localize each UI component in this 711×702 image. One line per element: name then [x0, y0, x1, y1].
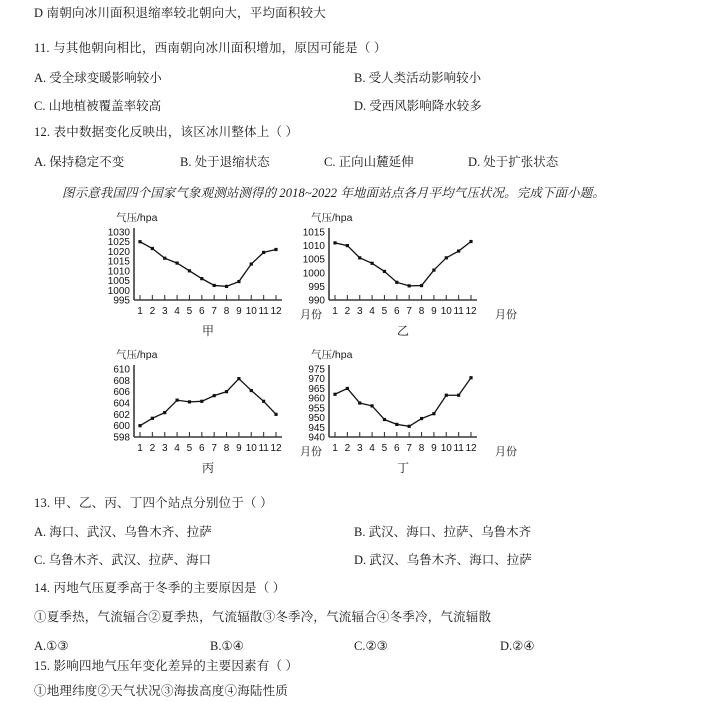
svg-text:1000: 1000	[302, 268, 325, 280]
svg-text:608: 608	[113, 375, 130, 387]
svg-text:12: 12	[465, 306, 477, 317]
svg-text:10: 10	[440, 443, 452, 454]
svg-text:6: 6	[199, 306, 205, 317]
svg-text:8: 8	[418, 306, 425, 317]
chart-乙-x-axis-title: 月份	[495, 309, 517, 321]
svg-text:4: 4	[174, 306, 180, 317]
svg-text:1: 1	[332, 443, 338, 454]
svg-text:598: 598	[113, 432, 130, 444]
svg-text:11: 11	[258, 443, 269, 454]
svg-text:11: 11	[453, 306, 464, 317]
chart-乙-y-axis-title: 气压/hpa	[311, 212, 353, 224]
svg-text:2: 2	[344, 306, 351, 317]
svg-text:600: 600	[113, 421, 130, 433]
svg-text:970: 970	[308, 374, 325, 386]
q13-option-b[interactable]: B. 武汉、海口、拉萨、乌鲁木齐	[354, 525, 532, 539]
svg-text:3: 3	[161, 306, 168, 317]
q12-option-c[interactable]: C. 正向山麓延伸	[324, 155, 414, 169]
chart-甲-x-axis-title: 月份	[300, 309, 322, 321]
chart-ding	[295, 347, 517, 479]
svg-text:940: 940	[308, 432, 325, 444]
svg-text:950: 950	[308, 413, 325, 425]
q14-option-a[interactable]: A.①③	[34, 639, 69, 653]
q11-option-d[interactable]: D. 受西风影响降水较多	[354, 99, 482, 113]
svg-text:12: 12	[270, 443, 282, 454]
q12-option-d[interactable]: D. 处于扩张状态	[468, 155, 559, 169]
svg-text:965: 965	[308, 383, 325, 395]
svg-text:955: 955	[308, 403, 325, 415]
intro-paragraph: 图示意我国四个国家气象观测站测得的 2018~2022 年地面站点各月平均气压状况。完成下面小题。	[62, 186, 605, 200]
svg-text:3: 3	[356, 306, 363, 317]
q12-stem: 12. 表中数据变化反映出，该区冰川整体上（ ）	[34, 125, 299, 139]
q11-option-c[interactable]: C. 山地植被覆盖率较高	[34, 99, 162, 113]
q15-stem: 15. 影响四地气压年变化差异的主要因素有（ ）	[34, 659, 299, 673]
svg-text:1: 1	[332, 306, 338, 317]
svg-text:3: 3	[356, 443, 363, 454]
q10-option-d: D 南朝向冰川面积退缩率较北朝向大，平均面积较大	[34, 6, 326, 20]
q11-option-b[interactable]: B. 受人类活动影响较小	[354, 71, 482, 85]
svg-text:602: 602	[113, 409, 130, 421]
svg-text:1020: 1020	[107, 246, 130, 258]
svg-text:9: 9	[431, 443, 437, 454]
svg-text:8: 8	[418, 443, 425, 454]
svg-text:2: 2	[344, 443, 351, 454]
svg-text:11: 11	[258, 306, 269, 317]
chart-label-甲: 甲	[201, 324, 214, 338]
q14-stem: 14. 丙地气压夏季高于冬季的主要原因是（ ）	[34, 581, 286, 595]
svg-text:604: 604	[113, 398, 130, 410]
svg-text:7: 7	[211, 443, 217, 454]
svg-text:6: 6	[394, 443, 400, 454]
svg-text:7: 7	[406, 443, 412, 454]
svg-text:1015: 1015	[302, 227, 325, 239]
svg-text:5: 5	[186, 306, 193, 317]
svg-text:945: 945	[308, 422, 325, 434]
svg-text:1005: 1005	[302, 254, 325, 266]
q12-option-b[interactable]: B. 处于退缩状态	[180, 155, 270, 169]
svg-text:1030: 1030	[107, 227, 130, 239]
svg-text:5: 5	[381, 306, 388, 317]
svg-text:9: 9	[431, 306, 437, 317]
chart-丁-x-axis-title: 月份	[495, 446, 517, 458]
svg-text:1025: 1025	[107, 237, 130, 249]
svg-text:1000: 1000	[107, 285, 130, 297]
svg-text:8: 8	[223, 443, 230, 454]
svg-text:1: 1	[137, 306, 143, 317]
svg-text:10: 10	[245, 443, 257, 454]
svg-text:1010: 1010	[302, 241, 325, 253]
svg-text:2: 2	[149, 306, 156, 317]
svg-text:4: 4	[369, 443, 375, 454]
svg-text:6: 6	[199, 443, 205, 454]
svg-text:5: 5	[381, 443, 388, 454]
q11-stem: 11. 与其他朝向相比，西南朝向冰川面积增加，原因可能是（ ）	[34, 41, 387, 55]
chart-丙-x-axis-title: 月份	[300, 446, 322, 458]
svg-text:12: 12	[465, 443, 477, 454]
svg-text:7: 7	[406, 306, 412, 317]
svg-text:1015: 1015	[107, 256, 130, 268]
chart-label-丙: 丙	[201, 461, 214, 475]
svg-text:610: 610	[113, 364, 130, 376]
svg-text:606: 606	[113, 387, 130, 399]
q14-option-b[interactable]: B.①④	[210, 639, 244, 653]
svg-text:9: 9	[236, 443, 242, 454]
svg-text:11: 11	[453, 443, 464, 454]
svg-text:995: 995	[308, 281, 325, 293]
svg-text:5: 5	[186, 443, 193, 454]
svg-text:990: 990	[308, 295, 325, 307]
q14-option-c[interactable]: C.②③	[354, 639, 388, 653]
chart-丁-y-axis-title: 气压/hpa	[311, 349, 353, 361]
q12-option-a[interactable]: A. 保持稳定不变	[34, 155, 125, 169]
svg-text:2: 2	[149, 443, 156, 454]
svg-text:995: 995	[113, 295, 130, 307]
chart-甲-y-axis-title: 气压/hpa	[116, 212, 158, 224]
q15-statements: ①地理纬度②天气状况③海拔高度④海陆性质	[34, 684, 289, 698]
svg-text:3: 3	[161, 443, 168, 454]
svg-text:8: 8	[223, 306, 230, 317]
svg-text:4: 4	[369, 306, 375, 317]
q13-stem: 13. 甲、乙、丙、丁四个站点分别位于（ ）	[34, 496, 273, 510]
svg-text:4: 4	[174, 443, 180, 454]
q13-option-d[interactable]: D. 武汉、乌鲁木齐、海口、拉萨	[354, 553, 532, 567]
q13-option-a[interactable]: A. 海口、武汉、乌鲁木齐、拉萨	[34, 525, 212, 539]
svg-text:12: 12	[270, 306, 282, 317]
q14-statements: ①夏季热，气流辐合②夏季热，气流辐散③冬季冷，气流辐合④冬季冷，气流辐散	[34, 610, 492, 624]
chart-label-丁: 丁	[396, 461, 409, 475]
svg-text:9: 9	[236, 306, 242, 317]
svg-text:7: 7	[211, 306, 217, 317]
svg-text:1: 1	[137, 443, 143, 454]
chart-label-乙: 乙	[396, 324, 409, 338]
chart-丙-y-axis-title: 气压/hpa	[116, 349, 158, 361]
svg-text:975: 975	[308, 364, 325, 376]
svg-text:1010: 1010	[107, 266, 130, 278]
q13-option-c[interactable]: C. 乌鲁木齐、武汉、拉萨、海口	[34, 553, 212, 567]
svg-text:10: 10	[245, 306, 257, 317]
q14-option-d[interactable]: D.②④	[500, 639, 535, 653]
svg-text:1005: 1005	[107, 276, 130, 288]
svg-text:960: 960	[308, 393, 325, 405]
svg-text:6: 6	[394, 306, 400, 317]
q11-option-a[interactable]: A. 受全球变暖影响较小	[34, 71, 162, 85]
svg-text:10: 10	[440, 306, 452, 317]
chart-yi	[295, 210, 517, 342]
